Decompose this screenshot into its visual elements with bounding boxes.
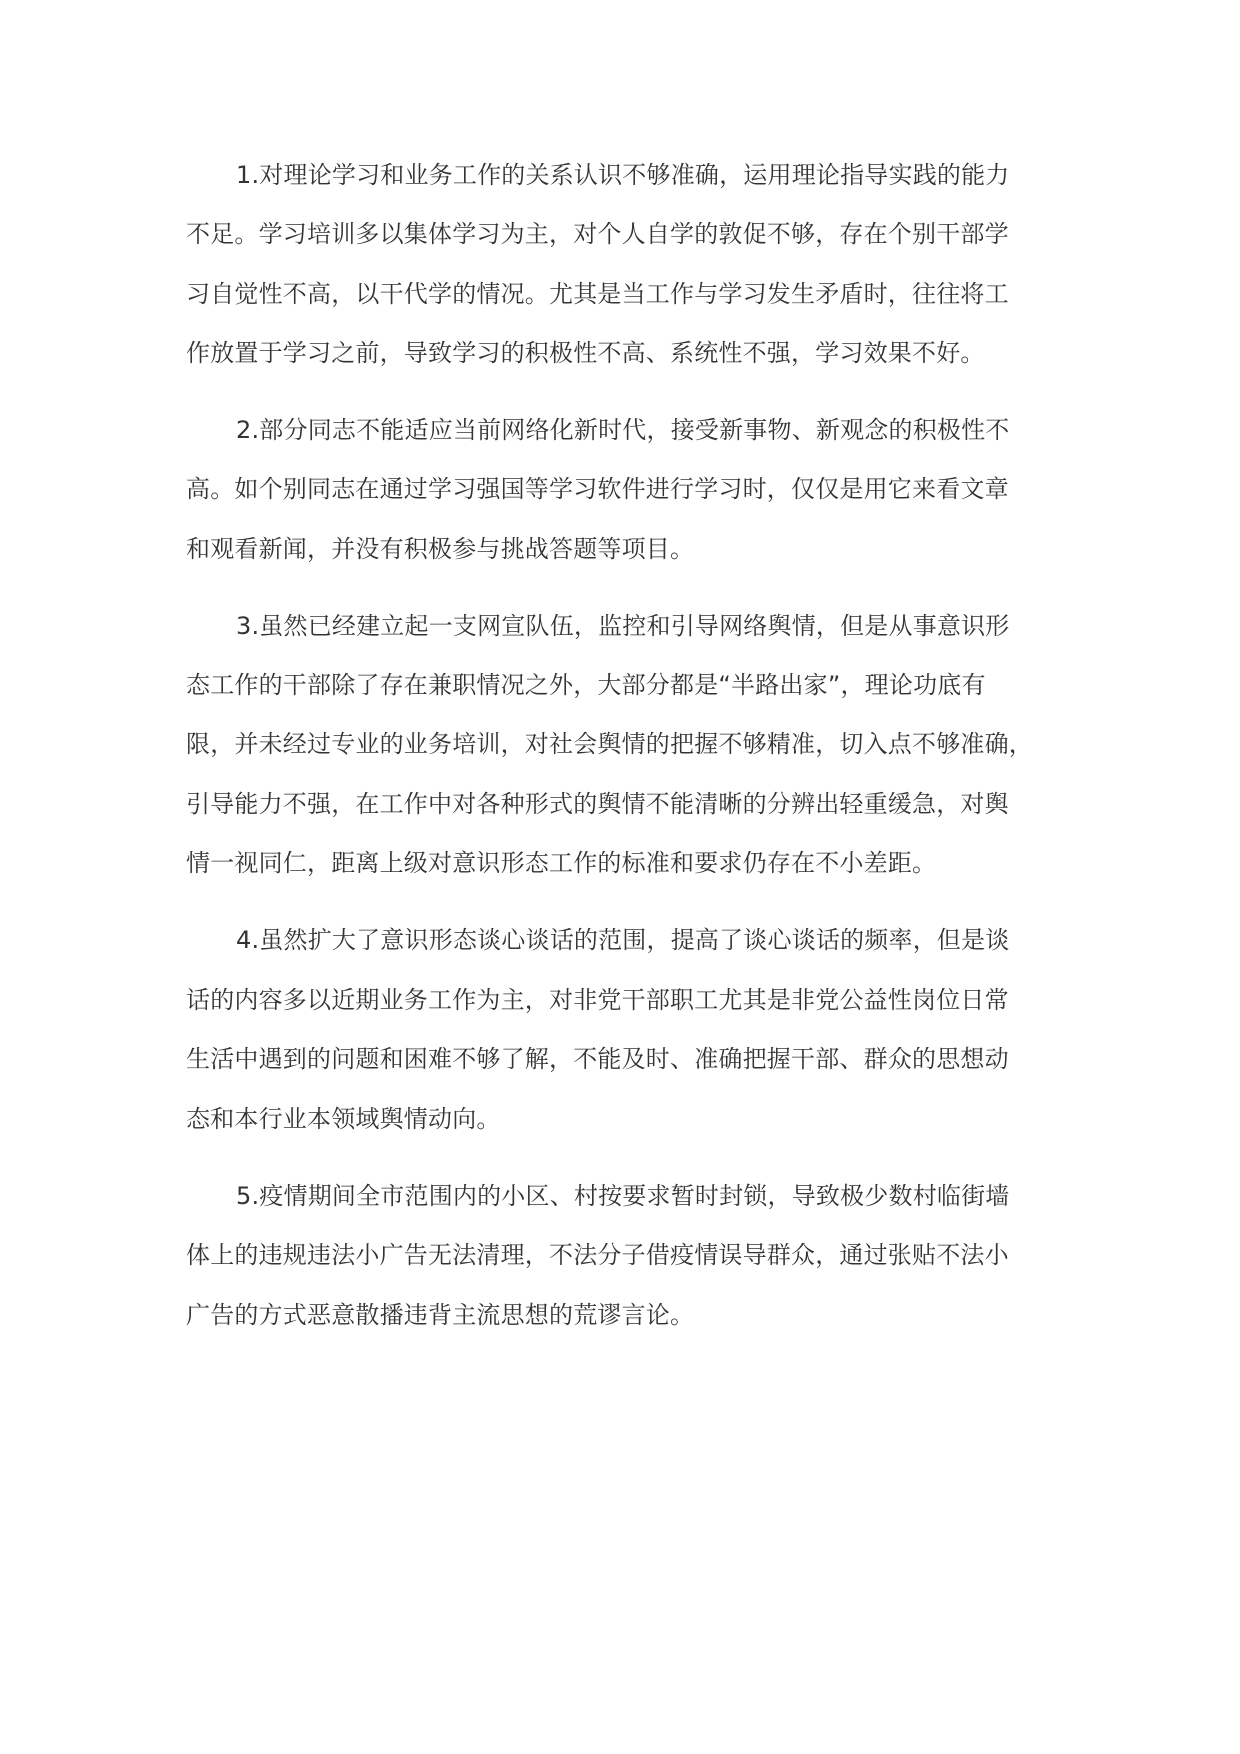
paragraph-1-line-4: 作放置于学习之前，导致学习的积极性不高、系统性不强，学习效果不好。	[186, 339, 985, 367]
paragraph-4-line-1: 4.虽然扩大了意识形态谈心谈话的范围，提高了谈心谈话的频率，但是谈	[236, 926, 1010, 954]
paragraph-3-line-1: 3.虽然已经建立起一支网宣队伍，监控和引导网络舆情，但是从事意识形	[236, 612, 1010, 640]
paragraph-5-line-1: 5.疫情期间全市范围内的小区、村按要求暂时封锁，导致极少数村临街墙	[236, 1182, 1010, 1210]
paragraph-4-line-2: 话的内容多以近期业务工作为主，对非党干部职工尤其是非党公益性岗位日常	[186, 986, 1009, 1014]
paragraph-4-line-3: 生活中遇到的问题和困难不够了解，不能及时、准确把握干部、群众的思想动	[186, 1045, 1009, 1073]
paragraph-3-line-2: 态工作的干部除了存在兼职情况之外，大部分都是“半路出家”，理论功底有	[186, 671, 986, 699]
paragraph-1-line-2: 不足。学习培训多以集体学习为主，对个人自学的敦促不够，存在个别干部学	[186, 220, 1009, 248]
paragraph-5-line-3: 广告的方式恶意散播违背主流思想的荒谬言论。	[186, 1301, 695, 1329]
paragraph-2-line-2: 高。如个别同志在通过学习强国等学习软件进行学习时，仅仅是用它来看文章	[186, 475, 1009, 503]
paragraph-3-line-5: 情一视同仁，距离上级对意识形态工作的标准和要求仍存在不小差距。	[186, 849, 937, 877]
paragraph-3-line-4: 引导能力不强，在工作中对各种形式的舆情不能清晰的分辨出轻重缓急，对舆	[186, 790, 1009, 818]
paragraph-2-line-1: 2.部分同志不能适应当前网络化新时代，接受新事物、新观念的积极性不	[236, 416, 1010, 444]
paragraph-1-line-3: 习自觉性不高，以干代学的情况。尤其是当工作与学习发生矛盾时，往往将工	[186, 280, 1009, 308]
paragraph-2-line-3: 和观看新闻，并没有积极参与挑战答题等项目。	[186, 535, 695, 563]
paragraph-1-line-1: 1.对理论学习和业务工作的关系认识不够准确，运用理论指导实践的能力	[236, 161, 1010, 189]
paragraph-4-line-4: 态和本行业本领域舆情动向。	[186, 1105, 501, 1133]
paragraph-5-line-2: 体上的违规违法小广告无法清理，不法分子借疫情误导群众，通过张贴不法小	[186, 1241, 1009, 1269]
paragraph-3-line-3: 限，并未经过专业的业务培训，对社会舆情的把握不够精准，切入点不够准确，	[186, 730, 1033, 758]
